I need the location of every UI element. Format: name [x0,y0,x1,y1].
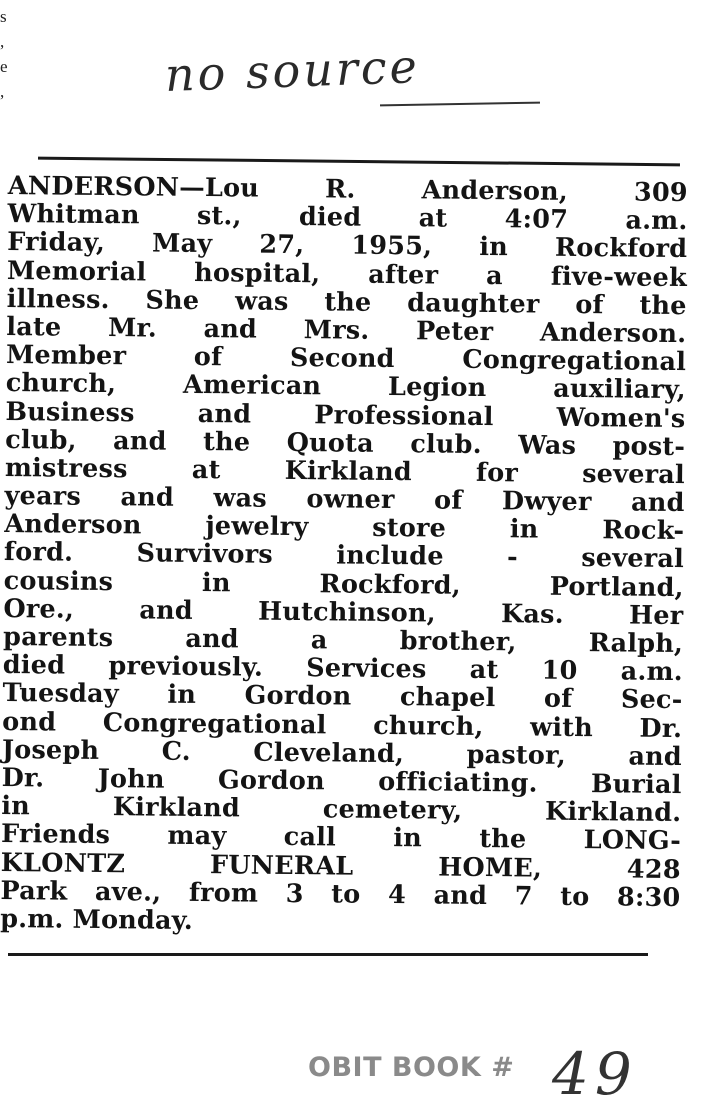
obituary-line: club, and the Quota club. Was post- [5,424,686,462]
obituary-line: died previously. Services at 10 a.m. [2,650,683,688]
obituary-line: ford. Survivors include - several [3,537,685,575]
obituary-line: KLONTZ FUNERAL HOME, 428 [0,847,681,885]
edge-mark: e [0,57,8,76]
obituary-line: in Kirkland cemetery, Kirkland. [1,791,682,829]
obituary-clipping [0,160,688,965]
obituary-line: ANDERSON—Lou R. Anderson, 309 [7,171,688,209]
obituary-line: illness. She was the daughter of the [6,283,687,321]
obit-book-number: 49 [552,1040,638,1108]
edge-mark: , [0,32,5,51]
edge-mark: s [0,7,7,26]
obituary-line: p.m. Monday. [0,903,194,936]
obituary-line: ond Congregational church, with Dr. [2,706,683,744]
note-underline [380,102,540,107]
clipping-top-rule [38,157,680,167]
clipping-bottom-rule [8,953,648,956]
obituary-line: parents and a brother, Ralph, [2,621,684,660]
obituary-line: Whitman st., died at 4:07 a.m. [7,199,688,237]
edge-mark: , [0,82,5,101]
edge-marks [0,4,10,104]
handwritten-note: no source [164,39,421,102]
obit-book-stamp: OBIT BOOK # [308,1052,515,1083]
obituary-line: late Mr. and Mrs. Peter Anderson. [6,311,687,350]
obituary-line: Memorial hospital, after a five-week [6,255,688,293]
obituary-line: Joseph C. Cleveland, pastor, and [1,734,683,772]
obituary-line: Anderson jewelry store in Rock- [4,509,685,547]
obituary-line: years and was owner of Dwyer and [4,481,685,519]
obituary-line: Friends may call in the LONG- [0,819,682,857]
obituary-line: Friday, May 27, 1955, in Rockford [7,227,688,265]
obituary-line: mistress at Kirkland for several [4,452,686,490]
obituary-line: cousins in Rockford, Portland, [3,565,684,603]
obituary-line: Member of Second Congregational [5,340,687,378]
obituary-line: Dr. John Gordon officiating. Burial [1,762,682,801]
obituary-line: Ore., and Hutchinson, Kas. Her [3,593,684,631]
obituary-text [0,172,688,940]
obituary-line: church, American Legion auxiliary, [5,368,686,406]
obituary-line: Park ave., from 3 to 4 and 7 to 8:30 [0,875,681,913]
obituary-line: Business and Professional Women's [5,396,686,434]
obituary-line: Tuesday in Gordon chapel of Sec- [2,678,683,716]
